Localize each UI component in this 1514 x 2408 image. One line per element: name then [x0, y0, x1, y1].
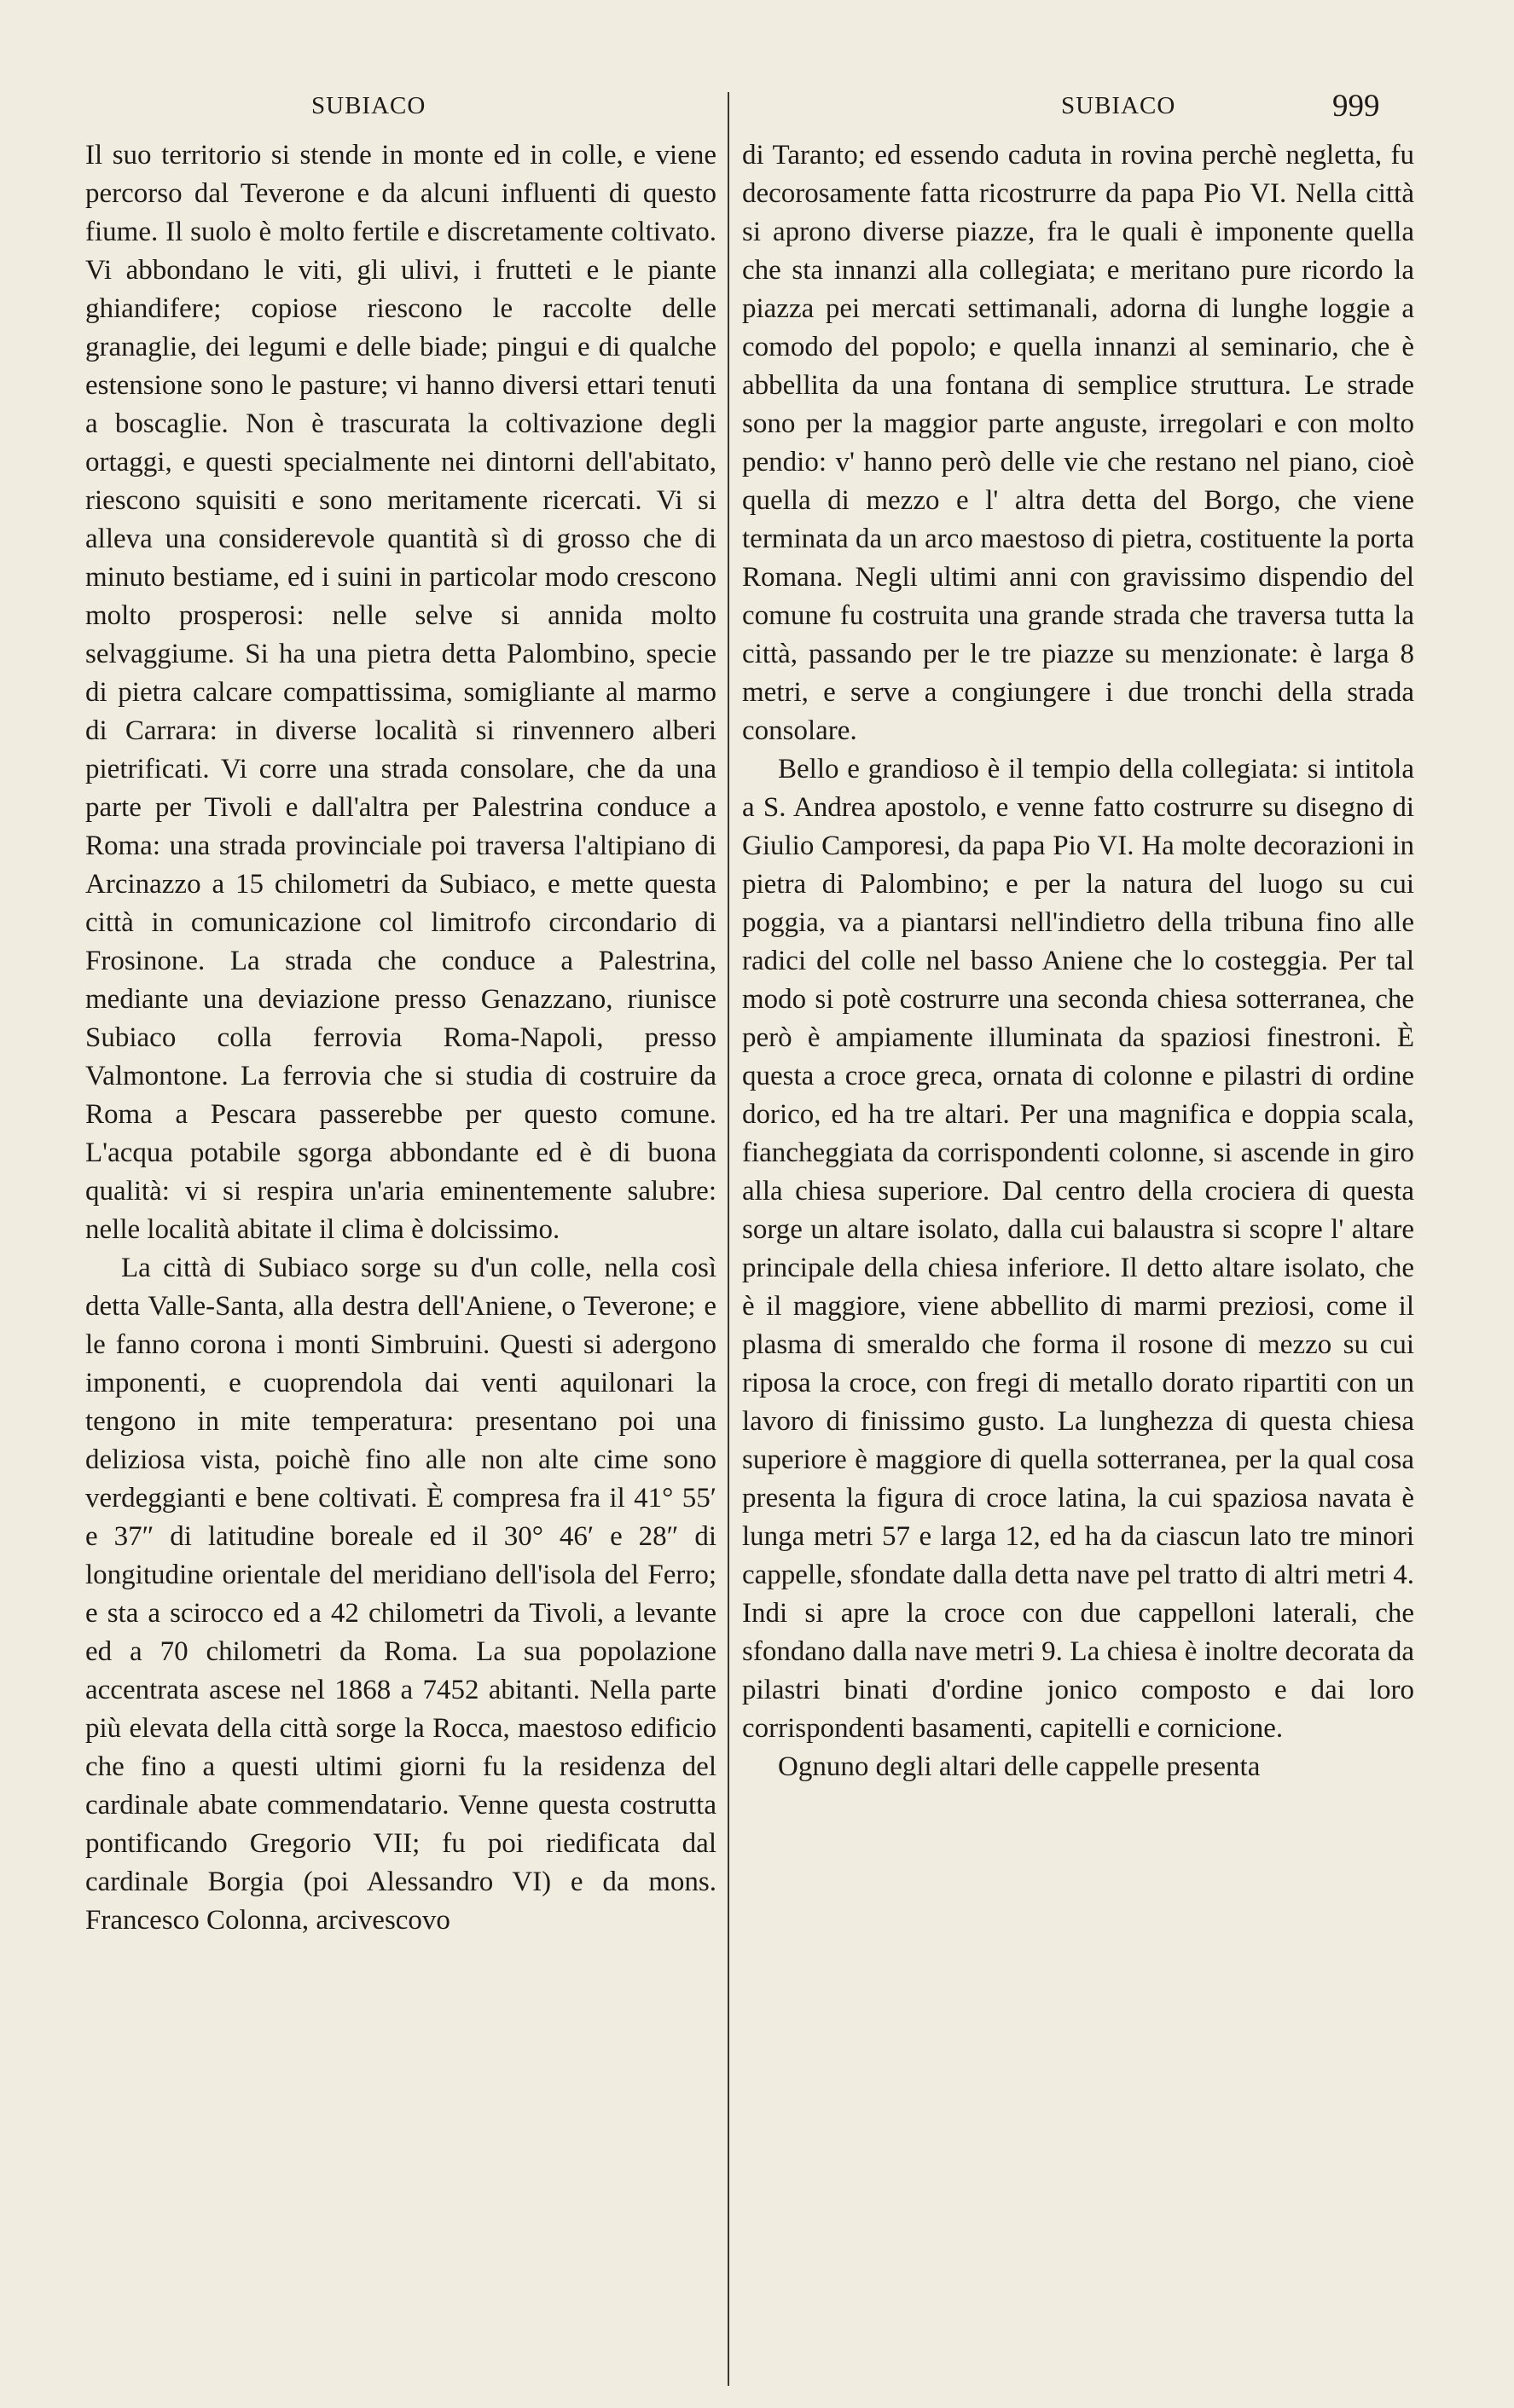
paragraph: Bello e grandioso è il tempio della collegiata: si intitola a S. Andrea apostolo, e venne fatto costrurre su disegno di Giulio Camporesi, da papa Pio VI. Ha molte decorazioni in pietra di Palombino; e per la natura del luogo su cui poggia, va a piantarsi nell'indietro della tribuna fino alle radici del colle nel basso Aniene che lo costeggia. Per tal modo si potè costrurre una seconda chiesa sotterranea, che però è ampiamente illuminata da spaziosi finestroni. È questa a croce greca, ornata di colonne e pilastri di ordine dorico, ed ha tre altari. Per una magnifica e doppia scala, fiancheggiata da corrispondenti colonne, si ascende in giro alla chiesa superiore. Dal centro della crociera di questa sorge un altare isolato, dalla cui balaustra si scopre l' altare principale della chiesa inferiore. Il detto altare isolato, che è il maggiore, viene abbellito di marmi preziosi, come il plasma di smeraldo che forma il rosone di mezzo su cui riposa la croce, con fregi di metallo dorato ripartiti con un lavoro di finissimo gusto. La lunghezza di questa chiesa superiore è maggiore di quella sotterranea, per la qual cosa presenta la figura di croce latina, la cui spaziosa navata è lunga metri 57 e larga 12, ed ha da ciascun lato tre minori cappelle, sfondate dalla detta nave pel tratto di altri metri 4. Indi si apre la croce con due cappelloni laterali, che sfondano dalla nave metri 9. La chiesa è inoltre decorata da pilastri binati d'ordine jonico composto e dai loro corrispondenti basamenti, capitelli e cornicione.: [742, 754, 1414, 1744]
paragraph: Ognuno degli altari delle cappelle presenta: [778, 1751, 1261, 1782]
right-column: [742, 136, 1414, 1786]
paragraph: La città di Subiaco sorge su d'un colle, nella così detta Valle-Santa, alla destra dell'Aniene, o Teverone; e le fanno corona i monti Simbruini. Questi si adergono imponenti, e cuoprendola dai venti aquilonari la tengono in mite temperatura: presentano poi una deliziosa vista, poichè fino alle non alte cime sono verdeggianti e bene coltivati. È compresa fra il 41° 55′ e 37″ di latitudine boreale ed il 30° 46′ e 28″ di longitudine orientale del meridiano dell'isola del Ferro; e sta a scirocco ed a 42 chilometri da Tivoli, a levante ed a 70 chilometri da Roma. La sua popolazione accentrata ascese nel 1868 a 7452 abitanti. Nella parte più elevata della città sorge la Rocca, maestoso edificio che fino a questi ultimi giorni fu la residenza del cardinale abate commendatario. Venne questa costrutta pontificando Gregorio VII; fu poi riedificata dal cardinale Borgia (poi Alessandro VI) e da mons. Francesco Colonna, arcivescovo: [85, 1253, 716, 1936]
left-column: [85, 136, 716, 1940]
page-number: 999: [1332, 89, 1380, 124]
column-divider: [728, 92, 729, 2386]
running-title-left: SUBIACO: [311, 92, 426, 119]
paragraph: Il suo territorio si stende in monte ed in colle, e viene percorso dal Teverone e da alcuni influenti di questo fiume. Il suolo è molto fertile e discretamente coltivato. Vi abbondano le viti, gli ulivi, i frutteti e le piante ghiandifere; copiose riescono le raccolte delle granaglie, dei legumi e delle biade; pingui e di qualche estensione sono le pasture; vi hanno diversi ettari tenuti a boscaglie. Non è trascurata la coltivazione degli ortaggi, e questi specialmente nei dintorni dell'abitato, riescono squisiti e sono meritamente ricercati. Vi si alleva una considerevole quantità sì di grosso che di minuto bestiame, ed i suini in particolar modo crescono molto prosperosi: nelle selve si annida molto selvaggiume. Si ha una pietra detta Palombino, specie di pietra calcare compattissima, somigliante al marmo di Carrara: in diverse località si rinvennero alberi pietrificati. Vi corre una strada consolare, che da una parte per Tivoli e dall'altra per Palestrina conduce a Roma: una strada provinciale poi traversa l'altipiano di Arcinazzo a 15 chilometri da Subiaco, e mette questa città in comunicazione col limitrofo circondario di Frosinone. La strada che conduce a Palestrina, mediante una deviazione presso Genazzano, riunisce Subiaco colla ferrovia Roma-Napoli, presso Valmontone. La ferrovia che si studia di costruire da Roma a Pescara passerebbe per questo comune. L'acqua potabile sgorga abbondante ed è di buona qualità: vi si respira un'aria eminentemente salubre: nelle località abitate il clima è dolcissimo.: [85, 140, 716, 1245]
paragraph: di Taranto; ed essendo caduta in rovina perchè negletta, fu decorosamente fatta ricostrurre da papa Pio VI. Nella città si aprono diverse piazze, fra le quali è imponente quella che sta innanzi alla collegiata; e meritano pure ricordo la piazza pei mercati settimanali, adorna di lunghe loggie a comodo del popolo; e quella innanzi al seminario, che è abbellita da una fontana di semplice struttura. Le strade sono per la maggior parte anguste, irregolari e con molto pendio: v' hanno però delle vie che restano nel piano, cioè quella di mezzo e l' altra detta del Borgo, che viene terminata da un arco maestoso di pietra, costituente la porta Romana. Negli ultimi anni con gravissimo dispendio del comune fu costruita una grande strada che traversa tutta la città, passando per le tre piazze su menzionate: è larga 8 metri, e serve a congiungere i due tronchi della strada consolare.: [742, 140, 1414, 746]
running-title-right: SUBIACO: [1061, 92, 1176, 119]
